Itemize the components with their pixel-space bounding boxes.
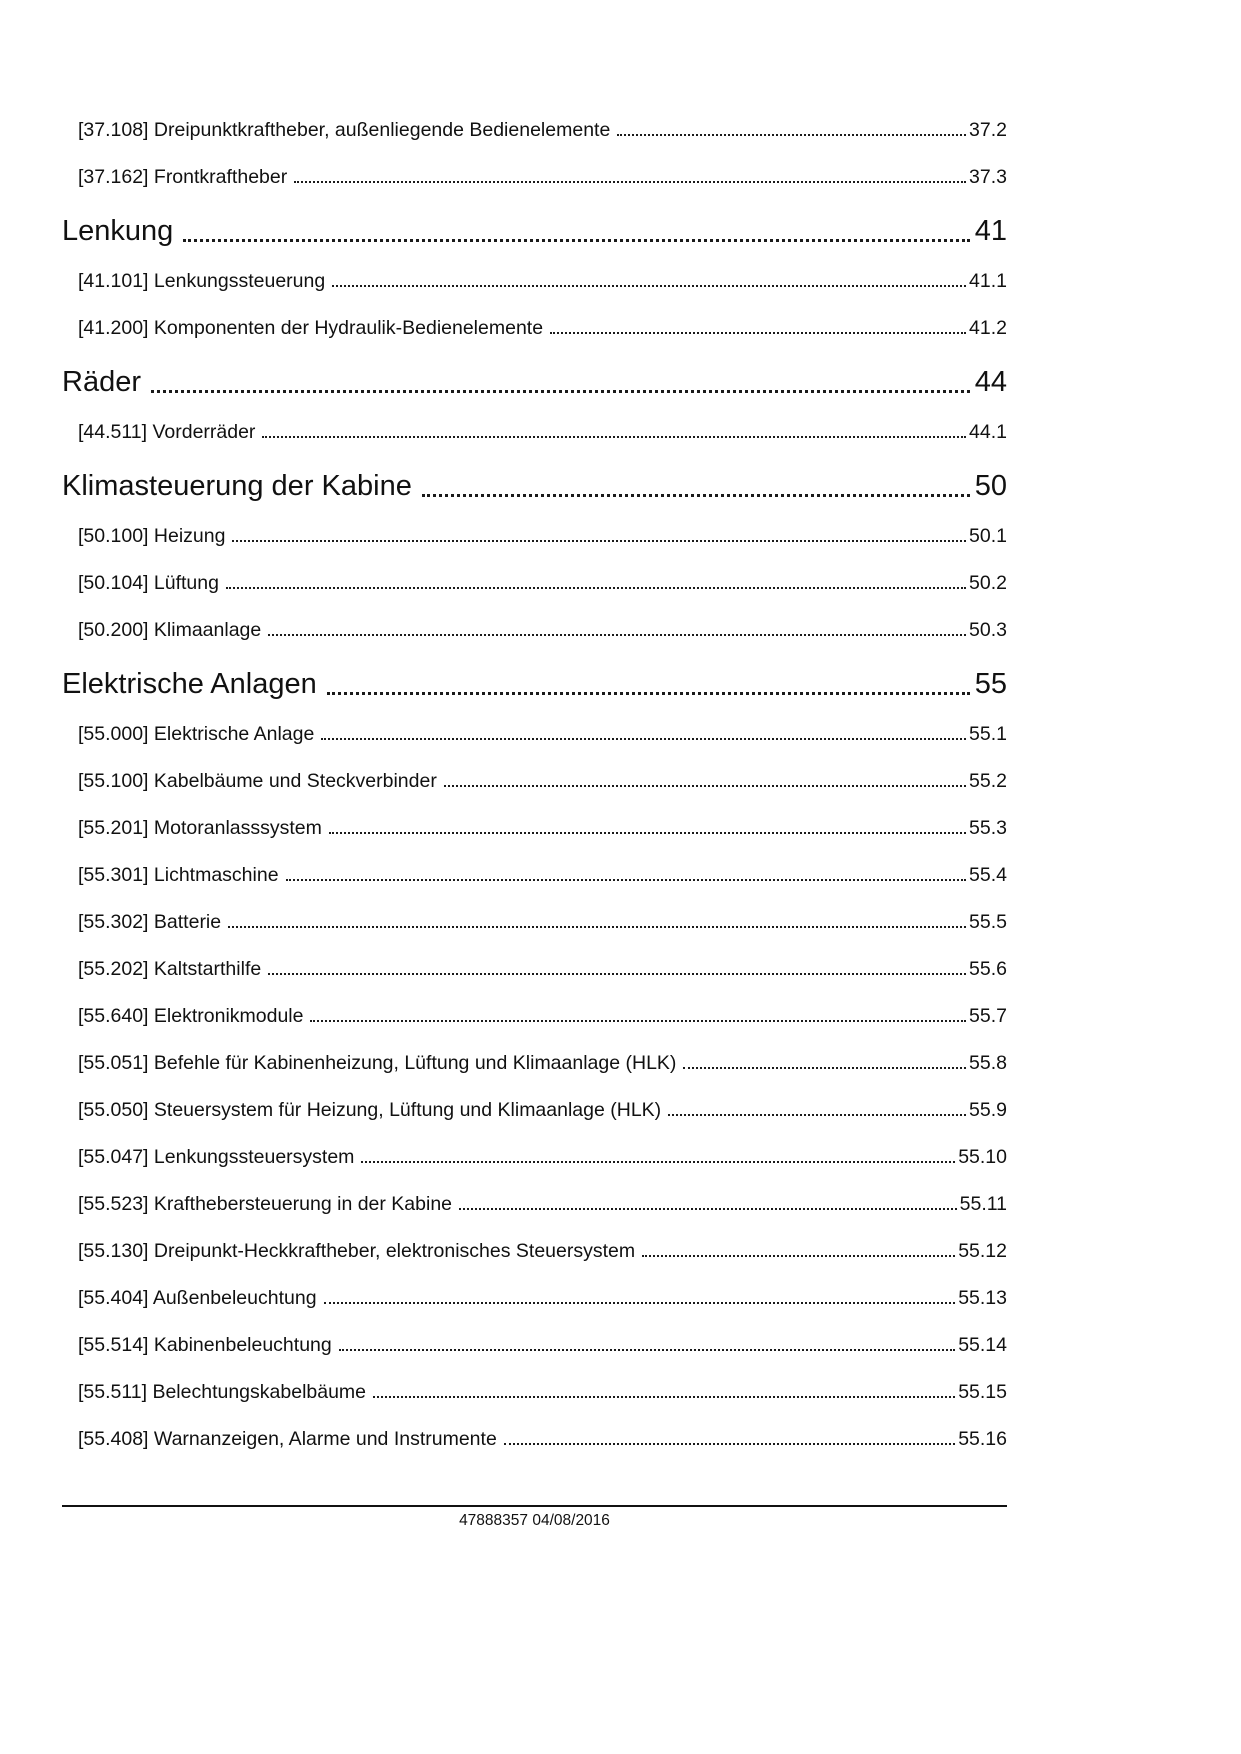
toc-entry — [78, 1147, 1007, 1167]
toc-entry — [78, 865, 1007, 885]
entry-label — [78, 1335, 332, 1355]
entry-code: [55.000] — [78, 723, 149, 745]
toc-entry — [78, 724, 1007, 744]
entry-label — [78, 1429, 497, 1449]
toc-entry — [78, 318, 1007, 338]
page-number: 50.1 — [969, 525, 1007, 547]
entry-title: Frontkraftheber — [153, 166, 288, 188]
entry-title: Dreipunkt-Heckkraftheber, elektronisches Steuersystem — [153, 1240, 636, 1262]
entry-label — [78, 620, 261, 640]
heading-title: Räder — [62, 366, 141, 398]
dot-leader — [327, 692, 970, 695]
toc-section-heading — [62, 667, 1007, 701]
dot-leader — [310, 1020, 966, 1022]
dot-leader — [339, 1349, 955, 1351]
entry-code: [55.511] — [78, 1381, 148, 1403]
toc-entry — [78, 771, 1007, 791]
entry-title: Motoranlasssystem — [153, 817, 322, 839]
dot-leader — [373, 1396, 955, 1398]
entry-code: [55.047] — [78, 1146, 149, 1168]
entry-label — [78, 526, 225, 546]
entry-label — [78, 724, 314, 744]
toc-entry — [78, 912, 1007, 932]
dot-leader — [422, 494, 970, 497]
dot-leader — [268, 973, 966, 975]
dot-leader — [668, 1114, 966, 1116]
dot-leader — [228, 926, 966, 928]
page-number: 55.1 — [969, 723, 1007, 745]
heading-title: Klimasteuerung der Kabine — [62, 470, 412, 502]
entry-code: [50.104] — [78, 572, 149, 594]
entry-title: Warnanzeigen, Alarme und Instrumente — [153, 1428, 497, 1450]
page-footer — [62, 1505, 1007, 1530]
page-number: 44.1 — [969, 421, 1007, 443]
entry-label — [78, 1100, 661, 1120]
entry-code: [55.202] — [78, 958, 149, 980]
entry-title: Lüftung — [153, 572, 219, 594]
toc-entry — [78, 573, 1007, 593]
entry-code: [50.100] — [78, 525, 149, 547]
dot-leader — [642, 1255, 955, 1257]
dot-leader — [268, 634, 966, 636]
page-number: 55.14 — [958, 1334, 1007, 1356]
entry-label — [78, 1194, 452, 1214]
entry-title: Elektronikmodule — [153, 1005, 304, 1027]
page-number: 55.16 — [958, 1428, 1007, 1450]
page-number: 37.3 — [969, 166, 1007, 188]
page-number: 55.3 — [969, 817, 1007, 839]
entry-title: Steuersystem für Heizung, Lüftung und Klimaanlage (HLK) — [153, 1099, 662, 1121]
entry-label — [78, 818, 322, 838]
entry-code: [55.404] — [78, 1287, 149, 1309]
dot-leader — [504, 1443, 955, 1445]
toc-entry — [78, 1382, 1007, 1402]
dot-leader — [183, 239, 969, 242]
entry-label — [78, 1382, 366, 1402]
toc-entry — [78, 1053, 1007, 1073]
toc-section-heading — [62, 469, 1007, 503]
toc-entry — [78, 1006, 1007, 1026]
dot-leader — [286, 879, 966, 881]
entry-code: [44.511] — [78, 421, 148, 443]
entry-title: Lenkungssteuerung — [153, 270, 326, 292]
dot-leader — [550, 332, 966, 334]
entry-code: [55.100] — [78, 770, 149, 792]
page-number: 55.9 — [969, 1099, 1007, 1121]
toc-entry — [78, 818, 1007, 838]
toc-entry — [78, 167, 1007, 187]
entry-code: [55.051] — [78, 1052, 149, 1074]
entry-label — [78, 318, 543, 338]
page-number: 55.5 — [969, 911, 1007, 933]
entry-label — [78, 1053, 676, 1073]
page-number: 55.4 — [969, 864, 1007, 886]
dot-leader — [617, 134, 966, 136]
toc-entry — [78, 1288, 1007, 1308]
page-number: 55 — [974, 668, 1007, 700]
entry-title: Kabinenbeleuchtung — [153, 1334, 332, 1356]
entry-title: Lenkungssteuersystem — [153, 1146, 355, 1168]
toc-section-heading — [62, 214, 1007, 248]
footer-date: 04/08/2016 — [532, 1512, 610, 1529]
toc-entry — [78, 1429, 1007, 1449]
entry-title: Heizung — [153, 525, 226, 547]
dot-leader — [151, 390, 970, 393]
toc-section-heading — [62, 365, 1007, 399]
toc-entry — [78, 620, 1007, 640]
dot-leader — [262, 436, 966, 438]
entry-title: Komponenten der Hydraulik-Bedienelemente — [153, 317, 544, 339]
entry-label — [78, 771, 437, 791]
entry-code: [55.130] — [78, 1240, 149, 1262]
page-number: 55.6 — [969, 958, 1007, 980]
entry-label — [78, 912, 221, 932]
entry-title: Vorderräder — [152, 421, 256, 443]
toc-entry — [78, 959, 1007, 979]
page-number: 55.12 — [958, 1240, 1007, 1262]
entry-title: Kabelbäume und Steckverbinder — [153, 770, 437, 792]
page-number: 55.11 — [959, 1193, 1007, 1215]
entry-title: Elektrische Anlage — [153, 723, 315, 745]
entry-code: [55.514] — [78, 1334, 149, 1356]
entry-code: [50.200] — [78, 619, 149, 641]
page-number: 44 — [974, 366, 1007, 398]
dot-leader — [226, 587, 966, 589]
page-number: 55.13 — [958, 1287, 1007, 1309]
toc-entry — [78, 422, 1007, 442]
toc-entry — [78, 1335, 1007, 1355]
entry-title: Batterie — [153, 911, 222, 933]
entry-label — [78, 120, 610, 140]
entry-code: [55.640] — [78, 1005, 149, 1027]
toc-entry — [78, 1241, 1007, 1261]
entry-code: [55.408] — [78, 1428, 149, 1450]
dot-leader — [361, 1161, 955, 1163]
entry-code: [37.162] — [78, 166, 149, 188]
entry-code: [37.108] — [78, 119, 149, 141]
entry-label — [78, 1288, 317, 1308]
entry-label — [78, 959, 261, 979]
toc-entry — [78, 271, 1007, 291]
entry-title: Kaltstarthilfe — [153, 958, 262, 980]
toc-entry — [78, 120, 1007, 140]
page-number: 50 — [974, 470, 1007, 502]
entry-label — [78, 573, 219, 593]
entry-title: Lichtmaschine — [153, 864, 279, 886]
dot-leader — [444, 785, 966, 787]
entry-title: Klimaanlage — [153, 619, 262, 641]
entry-label — [78, 167, 287, 187]
footer-doc-number: 47888357 — [459, 1512, 529, 1529]
page-number: 41.2 — [969, 317, 1007, 339]
entry-code: [41.200] — [78, 317, 149, 339]
page-number: 50.3 — [969, 619, 1007, 641]
page-number: 41.1 — [969, 270, 1007, 292]
toc-entry — [78, 526, 1007, 546]
toc-entry — [78, 1194, 1007, 1214]
entry-label — [78, 422, 255, 442]
page-number: 55.15 — [958, 1381, 1007, 1403]
entry-title: Krafthebersteuerung in der Kabine — [153, 1193, 453, 1215]
dot-leader — [332, 285, 966, 287]
entry-code: [55.301] — [78, 864, 149, 886]
entry-code: [41.101] — [78, 270, 149, 292]
entry-label — [78, 865, 279, 885]
dot-leader — [329, 832, 966, 834]
entry-label — [78, 271, 325, 291]
dot-leader — [232, 540, 966, 542]
entry-title: Befehle für Kabinenheizung, Lüftung und Klimaanlage (HLK) — [153, 1052, 677, 1074]
heading-title: Lenkung — [62, 215, 174, 247]
entry-label — [78, 1006, 303, 1026]
entry-label — [78, 1241, 635, 1261]
entry-label — [78, 1147, 354, 1167]
page-number: 41 — [974, 215, 1007, 247]
page-number: 50.2 — [969, 572, 1007, 594]
page-number: 55.7 — [969, 1005, 1007, 1027]
page-number: 55.8 — [969, 1052, 1007, 1074]
entry-title: Belechtungskabelbäume — [152, 1381, 367, 1403]
dot-leader — [324, 1302, 956, 1304]
dot-leader — [683, 1067, 966, 1069]
toc-entry — [78, 1100, 1007, 1120]
entry-title: Außenbeleuchtung — [152, 1287, 317, 1309]
entry-code: [55.201] — [78, 817, 149, 839]
entry-title: Dreipunktkraftheber, außenliegende Bedienelemente — [153, 119, 611, 141]
heading-title: Elektrische Anlagen — [62, 668, 317, 700]
entry-code: [55.523] — [78, 1193, 149, 1215]
entry-code: [55.302] — [78, 911, 149, 933]
dot-leader — [459, 1208, 957, 1210]
dot-leader — [321, 738, 966, 740]
page-number: 55.2 — [969, 770, 1007, 792]
entry-code: [55.050] — [78, 1099, 149, 1121]
page-number: 37.2 — [969, 119, 1007, 141]
dot-leader — [294, 181, 966, 183]
page-number: 55.10 — [958, 1146, 1007, 1168]
